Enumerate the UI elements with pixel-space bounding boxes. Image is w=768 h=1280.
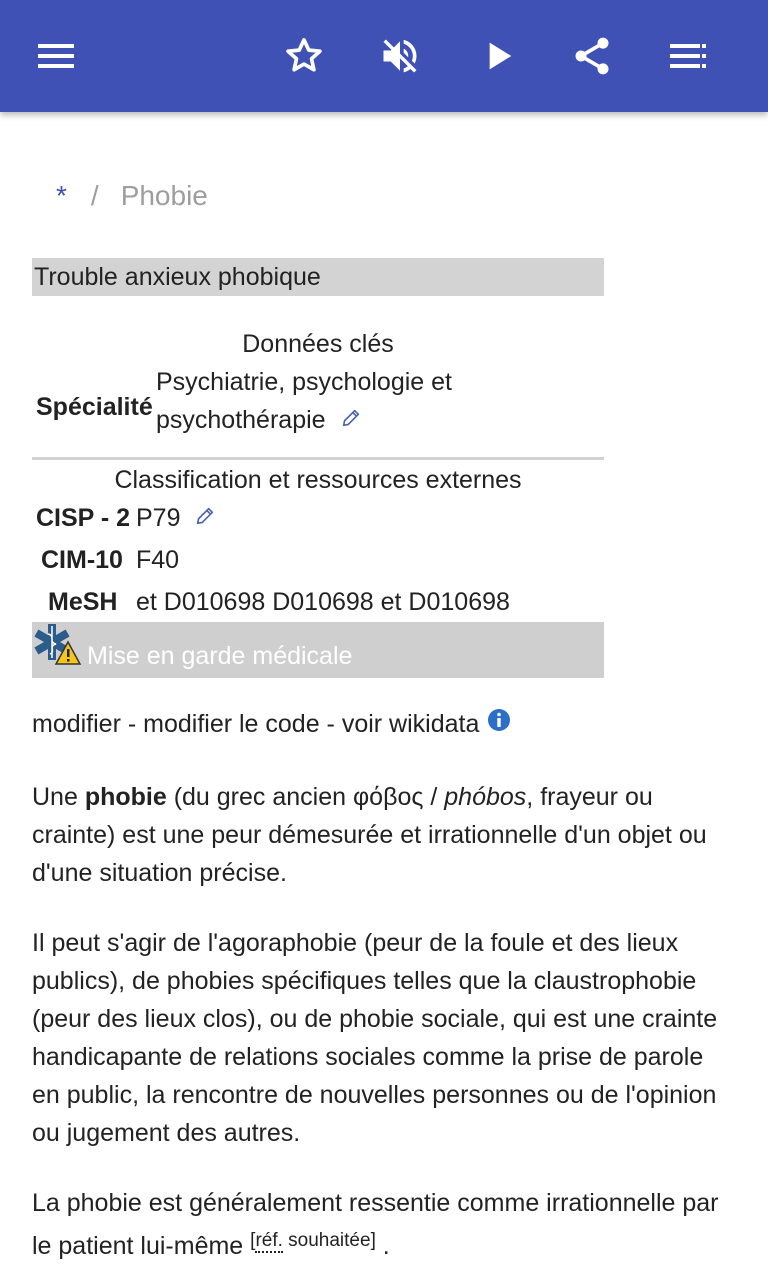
infobox-row-mesh	[32, 584, 604, 626]
medical-warning-text: Mise en garde médicale	[87, 642, 353, 670]
edit-links[interactable]	[32, 710, 511, 739]
ref-rest: souhaitée]	[282, 1230, 376, 1251]
p1-italic-term: phóbos	[444, 783, 527, 811]
cisp-code: P79	[136, 504, 181, 532]
reference-needed-tag[interactable]	[250, 1230, 376, 1253]
app-toolbar	[0, 0, 768, 112]
ref-abbr: réf.	[255, 1230, 283, 1251]
article-paragraph-3	[32, 1184, 736, 1265]
p3-end: .	[375, 1232, 390, 1260]
cisp-label: CISP - 2	[36, 504, 131, 532]
p3-text: La phobie est généralement ressentie comme irrationnelle par le patient lui-même	[32, 1189, 719, 1260]
article-paragraph-1	[32, 778, 736, 892]
specialty-value	[156, 363, 576, 440]
infobox-row-cisp	[32, 500, 604, 542]
p1-text-start: Une	[32, 783, 85, 811]
breadcrumb-home-link[interactable]: *	[56, 180, 67, 211]
edit-links-text[interactable]: modifier - modifier le code - voir wikidata	[32, 710, 480, 738]
infobox-row-specialty	[32, 363, 604, 453]
edit-pencil-icon[interactable]	[194, 505, 216, 534]
volume-off-icon	[378, 34, 422, 78]
play-button[interactable]	[466, 24, 530, 88]
infobox-row-cim	[32, 542, 604, 584]
bookmark-button[interactable]	[272, 24, 336, 88]
article-paragraph-2: Il peut s'agir de l'agoraphobie (peur de la foule et des lieux publics), de phobies spécifiques telles que la claustrophobie (peur des lieux clos), ou de phobie sociale, qui est une crainte handicapante de relations sociales comme la prise de parole en public, la rencontre de nouvelles personnes ou de l'opinion ou jugement des autres.	[32, 929, 718, 1147]
share-icon	[570, 34, 614, 78]
breadcrumb	[56, 180, 208, 212]
ref-open-bracket: [	[250, 1230, 256, 1251]
medical-warning-icon	[32, 622, 82, 673]
infobox-external-heading: Classification et ressources externes	[114, 466, 522, 494]
medical-warning-banner[interactable]	[32, 622, 604, 678]
specialty-value-line2: psychothérapie	[156, 406, 326, 434]
mesh-value[interactable]: et D010698 D010698 et D010698	[136, 588, 510, 616]
mute-button[interactable]	[368, 24, 432, 88]
infobox-key-data-heading: Données clés	[242, 330, 394, 358]
menu-button[interactable]	[24, 24, 88, 88]
specialty-value-line1: Psychiatrie, psychologie et	[156, 368, 452, 396]
play-icon	[478, 36, 518, 76]
star-outline-icon	[282, 34, 326, 78]
cim-label: CIM-10	[41, 546, 123, 574]
infobox	[32, 258, 604, 626]
mesh-label: MeSH	[48, 588, 118, 616]
info-icon[interactable]	[487, 708, 511, 739]
p1-text-end: , frayeur ou crainte) est une peur démesurée et irrationnelle d'un objet ou d'une situation précise.	[32, 783, 707, 887]
contents-button[interactable]	[656, 24, 720, 88]
breadcrumb-separator: /	[90, 180, 99, 211]
edit-pencil-icon[interactable]	[340, 402, 362, 440]
p1-text-mid: (du grec ancien φόβος /	[166, 783, 445, 811]
specialty-label: Spécialité	[36, 393, 153, 421]
menu-icon	[36, 36, 76, 76]
table-of-contents-icon	[668, 36, 708, 76]
cisp-value	[136, 504, 216, 534]
cim-value: F40	[136, 546, 180, 574]
p1-bold-term: phobie	[84, 783, 167, 811]
breadcrumb-current: Phobie	[120, 180, 208, 211]
share-button[interactable]	[560, 24, 624, 88]
infobox-divider	[32, 457, 604, 460]
infobox-title: Trouble anxieux phobique	[32, 258, 604, 296]
